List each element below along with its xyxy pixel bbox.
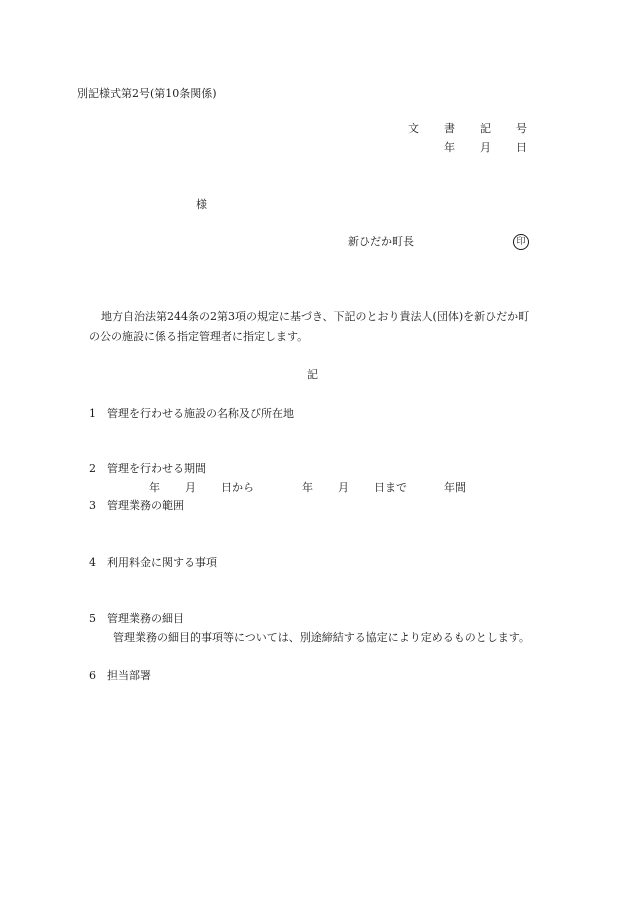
item-5-detail: 管理業務の細目的事項等については、別途締結する協定により定めるものとします。: [113, 631, 530, 644]
doc-number-char: 文: [408, 122, 419, 135]
seal-mark: 印: [513, 234, 529, 250]
form-title: 別記様式第2号(第10条関係): [77, 87, 217, 100]
doc-number-char: 号: [516, 122, 527, 135]
item-title: 管理業務の範囲: [107, 499, 184, 512]
period-start-year: 年: [149, 481, 160, 494]
item-number: 3: [89, 499, 96, 512]
item-number: 2: [89, 462, 96, 475]
date-day-label: 日: [516, 141, 527, 154]
date-month-label: 月: [480, 141, 491, 154]
item-title: 管理を行わせる施設の名称及び所在地: [107, 407, 294, 420]
doc-number-char: 書: [444, 122, 455, 135]
ki-heading: 記: [307, 368, 318, 381]
item-title: 担当部署: [107, 669, 151, 682]
addressee-honorific: 様: [196, 198, 207, 211]
item-number: 1: [89, 407, 96, 420]
item-number: 4: [89, 556, 96, 569]
item-title: 管理業務の細目: [107, 612, 184, 625]
sender-name: 新ひだか町長: [348, 235, 414, 248]
body-line-1: 地方自治法第244条の2第3項の規定に基づき、下記のとおり貴法人(団体)を新ひだか町: [101, 310, 530, 323]
doc-number-char: 記: [480, 122, 491, 135]
period-end-year: 年: [302, 481, 313, 494]
period-end-day: 日まで: [374, 481, 407, 494]
date-year-label: 年: [444, 141, 455, 154]
period-span: 年間: [444, 481, 466, 494]
item-title: 管理を行わせる期間: [107, 462, 206, 475]
period-start-day: 日から: [221, 481, 254, 494]
item-title: 利用料金に関する事項: [107, 556, 217, 569]
period-start-month: 月: [185, 481, 196, 494]
item-number: 5: [89, 612, 96, 625]
item-number: 6: [89, 669, 96, 682]
body-line-2: の公の施設に係る指定管理者に指定します。: [89, 330, 309, 343]
period-end-month: 月: [338, 481, 349, 494]
